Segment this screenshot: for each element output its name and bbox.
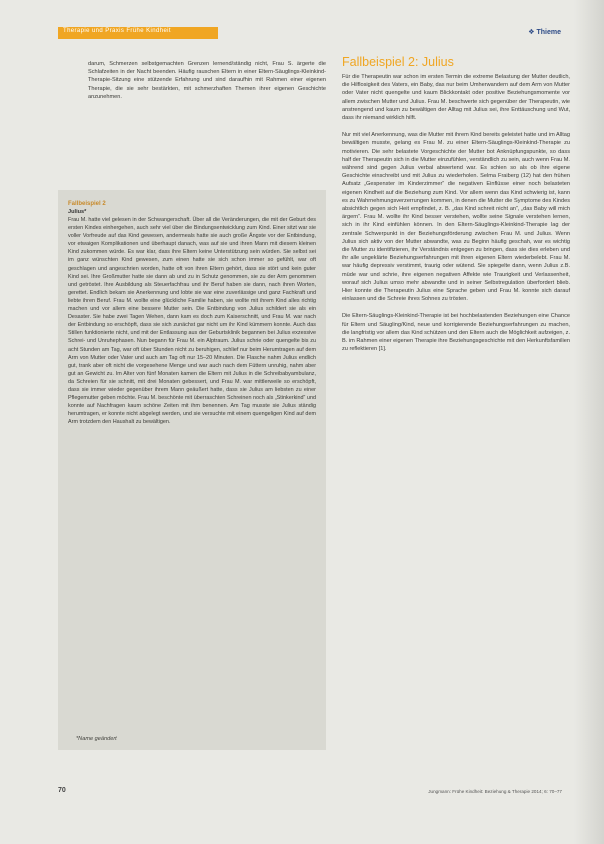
case-study-box — [58, 190, 326, 750]
right-column-text — [342, 73, 570, 363]
case-box-body: Frau M. hatte viel gelesen in der Schwangerschaft. Über all die Veränderungen, die mit der Geburt des ersten Kindes einhergehen, auch sehr viel über die Bindungsentwicklung zum Kind. Einer sitzt war sie voller Vorfreude auf das Kind gewesen, andermeals hatte sie auch große Ängste vor der Entbindung, vor etwaigen Komplikationen und überhaupt danach, was auf sie und ihren Mann mit diesem kleinen Kind zukommen würde. Es war klar, dass ihre Eltern keine Unterstützung sein würden. Sie selbst sei im ganz wünschten Kind gewesen, zum einen hatte sie sich schon immer so gefühlt, war oft geschlagen und angeschrien worden, hatte oft von ihren Eltern gehört, dass sie stört und kein guter Kind sei. Ihre Großmutter hatte sie dann ab und zu in Schutz genommen, sie zu der Arm genommen und getröstet. Ihre Ausbildung als Steuerfachfrau und ihr Beruf haben sie dann, nach ihren Worten, gerettet. Endlich bekam sie Anerkennung und lobte sie war eine zuverlässige und ganz Fachkraft und liebte ihren Beruf. Frau M. wollte eine glückliche Familie haben, sie wollte mit ihrem Kind alles richtig machen und vor allem eine bessere Mutter sein. Die Entbindung von Julius schildert sie als ein Desaster. Sie habe zwei Tagen Wehen, dann kam es doch zum Kaiserschnitt, und Frau M. war nach der Entbindung so erschöpft, dass sie sich zunächst gar nicht um ihr Kind kümmern konnte. Auch das Stillen funktionierte nicht, und mit der Entlassung aus der Geburtsklinik begannen bei Julius exzessive Schrei- und Unruhephasen. Nun begann für Frau M. ein Alptraum. Julius schrie oder quengelte bis zu acht Stunden am Tag, war oft über Stunden nicht zu beruhigen, schlief nur beim Herumtragen auf dem Arm von Mutter oder Vater und auch am Tag oft nur 15–20 Minuten. Die Flasche nahm Julius endlich gut, trank aber oft nicht die vorgesehene Menge und war auch nach dem Füttern unruhig, nahm aber gut an Gewicht zu. Im Alter von fünf Monaten kamen die Eltern mit Julius in die Schreibabyambulanz, da Schreien für sie schnitt, mit drei Monaten gebessert, und Frau M. war mittlerweile so erschöpft, dass sie immer wieder gegenüber ihrem Mann geäußert hatte, dass sie Julius am liebsten zu einer Pflegemutter geben möchte. Frau M. beschönte mit überraschten Schreinen noch als „Stinkerkind“ und konnte auf Nachfragen kaum schöne Zeiten mit ihm benennen. Am Tag musste sie Julius ständig herumtragen, er konnte nicht abgelegt werden, und sie versuchte mit einem quengeligen Kind auf dem Arm trotzdem den Haushalt zu bewältigen. — [68, 217, 316, 426]
publisher-logo — [528, 28, 561, 36]
right-column-title: Fallbeispiel 2: Julius — [342, 55, 454, 69]
paragraph: Nur mit viel Anerkennung, was die Mutter mit ihrem Kind bereits geleistet hatte und im Alltag bewältigen musste, gelang es Frau M. zu einer Eltern-Säuglings-Kleinkind-Therapie zu motivieren. Die sehr belastete Vorgeschichte der Mutter bot Anknüpfungspunkte, so dass half der Therapeutin sich in die Mutter einzufühlen, verständlich zu sein, auch wenn Frau M. während sind gegen Julius verbal abwertend war. Es schien so als ob ihre eigene Geschichte einschreibt und mit Julius zu wiederholen. Selma Fraiberg (12) hat den frühen Aufsatz „Gespenster im Kinderzimmer“ die negativen Einflüsse einer noch belasteten eigenen Kindheit auf die Beziehung zum Kind. Vor allem wenn das Kind schwierig ist, kann es zu Wahrnehmungsverzerrungen kommen, in denen die Mutter die Symptome des Kindes absichtlich gegen sich Heit empfindet, z. B. „das Kind schreit nicht an“, „das Baby will mich ärgern“. Frau M. wollte ihr Kind besser verstehen, wollte seine Signale verstehen lernen, sich in ihr Kind einfühlen können. In den Eltern-Säuglings-Kleinkind-Therapie lag der zentrale Schwerpunkt in der Beziehungsförderung zwischen Frau M. und Julius. Wenn Julius sich aktiv von der Mutter abwandte, was zu Beginn häufig geschah, war es wichtig die Mutter zu identifizieren, ihr Verständnis entgegen zu bringen, dass sie dies erleben und ihr alle ungeklärte Beziehungserfahrungen mit ihren eigenen Eltern wiederbelebt. Frau M. war häufig depressiv verstimmt, traurig oder wütend. Sie spiegelte dann, wenn Julius z.B. müde war und schrie, ihre eigenen negativen Affekte wie Traurigkeit und Verlassenheit, worauf sich Julius umso mehr abwandte und in seiner Selbstregulation überfordert blieb. Hier konnte die Therapeutin Julius eine Sprache geben und Frau M. konnte sich darauf einlassen und die Schreie ihres Sohnes zu trösten. — [342, 132, 570, 303]
thieme-logo-icon: ❖ — [528, 29, 535, 36]
case-box-footnote: *Name geändert — [76, 736, 117, 742]
page-edge-shadow — [574, 0, 604, 844]
case-box-subtitle: Julius* — [68, 209, 87, 215]
publisher-name: Thieme — [536, 29, 561, 36]
left-column-text: darum, Schmerzen selbstgemachten Grenzen lernend/ständig nicht, Frau S. ärgerte die Schlafzeiten in der Nacht beenden. Häufig rauschen Eltern in einer Eltern-Säuglings-Kleinkind-Therapie-Sitzung eine stützende Erfahrung und sind daraufhin mit Rahmen einer eigenen Therapie, die sie sehr bestärkten, mit schmerzhaften Themen ihrer eigenen Geschichte anzunehmen. — [88, 61, 326, 100]
page-number: 70 — [58, 787, 66, 794]
case-box-title: Fallbeispiel 2 — [68, 201, 106, 207]
paragraph: Die Eltern-Säuglings-Kleinkind-Therapie ist bei hochbelastenden Beziehungen eine Chance für Eltern und Säugling/Kind, neue und korrigierende Beziehungserfahrungen zu machen, die langfristig vor allem das Kind schützen und den Eltern auch die Möglichkeit aufzeigen, z. B. im Rahmen einer eigenen Therapie ihre Beziehungsgeschichte mit den Herkunftsfamilien zu reflektieren [1]. — [342, 313, 570, 353]
paragraph: Für die Therapeutin war schon im ersten Termin die extreme Belastung der Mutter deutlich, die Hilflosigkeit des Vaters, ein Baby, das nur beim Umherwandern auf dem Arm von Mutter oder Vater nicht quengelte und kaum Blickkontakt oder positive Beziehungsmomente vor allem zwischen Mutter und Julius. Frau M. beschwerte sich gegenüber der Therapeutin, wie anstrengend und kaum zu bewältigen der Alltag mit Julius sei, ihre Enttäuschung und Wut, dass ihr niemand wirklich hilft. — [342, 74, 570, 122]
section-header-label: Therapie und Praxis Frühe Kindheit — [63, 28, 171, 34]
footer-citation: Jungmann: Frühe Kindheit: Beziehung & Therapie 2014; 6: 70–77 — [428, 789, 562, 794]
